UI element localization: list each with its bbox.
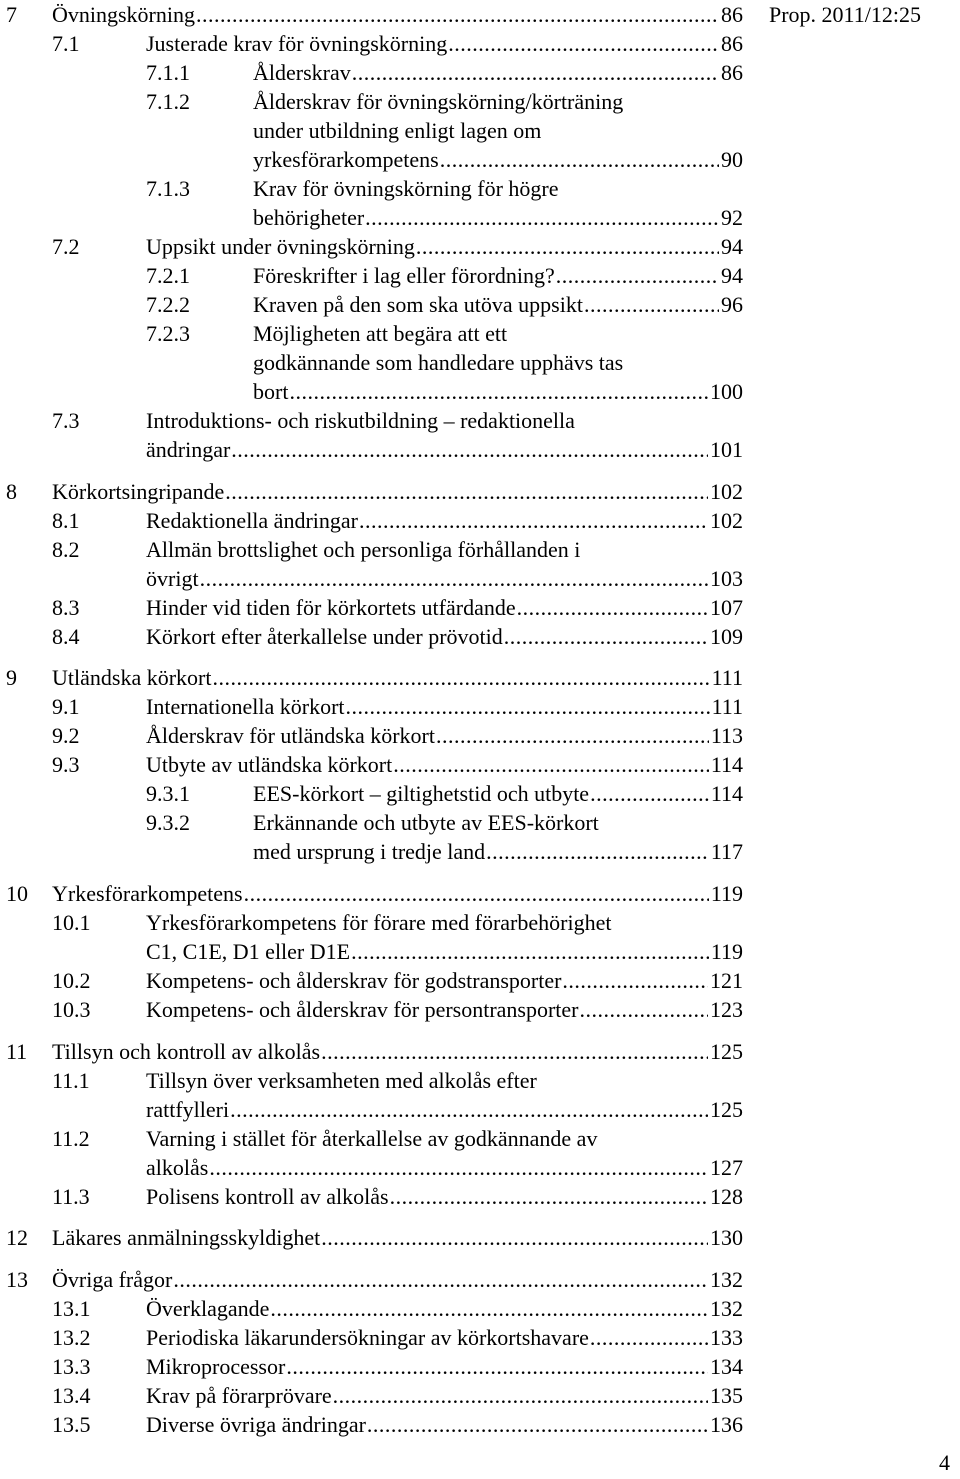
toc-section-number: 9.3.2 — [146, 810, 190, 835]
toc-entry-title: Polisens kontroll av alkolås — [146, 1184, 389, 1209]
toc-page-number: 130 — [710, 1225, 743, 1250]
toc-section-number: 12 — [6, 1225, 28, 1250]
toc-entry-continuation[interactable] — [0, 435, 760, 464]
toc-entry-title: Ålderskrav för utländska körkort — [146, 723, 435, 748]
toc-entry[interactable] — [0, 879, 760, 908]
toc-page-number: 134 — [710, 1354, 743, 1379]
toc-page-number: 125 — [710, 1039, 743, 1064]
toc-entry[interactable] — [0, 1124, 760, 1153]
toc-entry[interactable] — [0, 477, 760, 506]
dot-leader — [289, 377, 708, 406]
toc-section-number: 9.3 — [52, 752, 80, 777]
toc-section-number: 7.1 — [52, 31, 80, 56]
toc-entry-title: Justerade krav för övningskörning — [146, 31, 448, 56]
toc-entry-title: Varning i stället för återkallelse av godkännande av — [146, 1126, 598, 1151]
toc-entry-title: Krav på förarprövare — [146, 1383, 332, 1408]
dot-leader — [486, 837, 709, 866]
toc-entry-title: alkolås — [146, 1155, 209, 1180]
toc-entry[interactable] — [0, 261, 760, 290]
toc-page-number: 121 — [710, 968, 743, 993]
toc-page-number: 127 — [710, 1155, 743, 1180]
toc-section-number: 8.4 — [52, 624, 80, 649]
toc-entry-continuation[interactable] — [0, 377, 760, 406]
toc-entry-title: Redaktionella ändringar — [146, 508, 358, 533]
toc-entry-continuation[interactable] — [0, 116, 760, 145]
toc-page-number: 132 — [710, 1296, 743, 1321]
toc-page-number: 111 — [711, 694, 743, 719]
toc-page-number: 86 — [721, 2, 743, 27]
toc-page-number: 125 — [710, 1097, 743, 1122]
toc-section-number: 11.1 — [52, 1068, 90, 1093]
toc-entry-title: EES-körkort – giltighetstid och utbyte — [253, 781, 590, 806]
toc-entry-title: Möjligheten att begära att ett — [253, 321, 508, 346]
toc-section-number: 7.2.1 — [146, 263, 190, 288]
toc-entry-continuation[interactable] — [0, 937, 760, 966]
toc-section-number: 8.3 — [52, 595, 80, 620]
toc-entry-title: Tillsyn över verksamheten med alkolås efter — [146, 1068, 537, 1093]
toc-section-number: 13.1 — [52, 1296, 91, 1321]
toc-entry-title: rattfylleri — [146, 1097, 230, 1122]
toc-entry-title: Utbyte av utländska körkort — [146, 752, 393, 777]
toc-section-number: 7.1.1 — [146, 60, 190, 85]
toc-entry[interactable] — [0, 692, 760, 721]
toc-section-number: 9 — [6, 665, 17, 690]
toc-entry[interactable] — [0, 87, 760, 116]
toc-section-number: 7.1.2 — [146, 89, 190, 114]
toc-entry-title: Uppsikt under övningskörning — [146, 234, 415, 259]
toc-entry[interactable] — [0, 908, 760, 937]
toc-section-number: 7.3 — [52, 408, 80, 433]
toc-entry-title: övrigt — [146, 566, 199, 591]
dot-leader — [270, 1294, 708, 1323]
dot-leader — [173, 1265, 708, 1294]
toc-page-number: 102 — [710, 508, 743, 533]
dot-leader — [416, 232, 719, 261]
toc-page-number: 123 — [710, 997, 743, 1022]
toc-entry[interactable] — [0, 406, 760, 435]
toc-entry-title: Kraven på den som ska utöva uppsikt — [253, 292, 583, 317]
toc-section-number: 13.2 — [52, 1325, 91, 1350]
toc-entry-continuation[interactable] — [0, 203, 760, 232]
dot-leader — [562, 966, 708, 995]
toc-section-number: 10 — [6, 881, 28, 906]
toc-page-number: 114 — [710, 752, 743, 777]
toc-entry-title: Mikroprocessor — [146, 1354, 286, 1379]
toc-page-number: 113 — [710, 723, 743, 748]
toc-section-number: 7.2 — [52, 234, 80, 259]
toc-entry[interactable] — [0, 29, 760, 58]
toc-entry-title: yrkesförarkompetens — [253, 147, 439, 172]
dot-leader — [436, 721, 709, 750]
toc-entry-title: Hinder vid tiden för körkortets utfärdande — [146, 595, 516, 620]
toc-section-number: 9.2 — [52, 723, 80, 748]
toc-entry-title: behörigheter — [253, 205, 365, 230]
toc-page-number: 117 — [710, 839, 743, 864]
toc-entry[interactable] — [0, 174, 760, 203]
dot-leader — [584, 290, 719, 319]
toc-section-number: 13.3 — [52, 1354, 91, 1379]
toc-entry-title: Yrkesförarkompetens — [52, 881, 243, 906]
toc-entry-title: Yrkesförarkompetens för förare med förarbehörighet — [146, 910, 612, 935]
dot-leader — [209, 1153, 708, 1182]
toc-entry-continuation[interactable] — [0, 837, 760, 866]
document-header: Prop. 2011/12:25 — [769, 2, 921, 27]
toc-page-number: 119 — [710, 939, 743, 964]
toc-entry[interactable] — [0, 622, 760, 651]
toc-entry-continuation[interactable] — [0, 145, 760, 174]
toc-page-number: 111 — [711, 665, 743, 690]
toc-entry-title: Kompetens- och ålderskrav för godstransporter — [146, 968, 562, 993]
toc-page-number: 114 — [710, 781, 743, 806]
toc-entry-title: Introduktions- och riskutbildning – redaktionella — [146, 408, 575, 433]
toc-entry-title: ändringar — [146, 437, 231, 462]
toc-entry-title: Överklagande — [146, 1296, 270, 1321]
toc-entry-title: Körkort efter återkallelse under prövotid — [146, 624, 503, 649]
toc-entry[interactable] — [0, 506, 760, 535]
toc-section-number: 13.5 — [52, 1412, 91, 1437]
dot-leader — [590, 779, 709, 808]
dot-leader — [351, 937, 709, 966]
toc-page-number: 119 — [710, 881, 743, 906]
toc-page-number: 86 — [721, 31, 743, 56]
toc-entry[interactable] — [0, 808, 760, 837]
dot-leader — [367, 1410, 708, 1439]
toc-page-number: 86 — [721, 60, 743, 85]
toc-entry-title: Krav för övningskörning för högre — [253, 176, 559, 201]
toc-entry-title: Periodiska läkarundersökningar av körkortshavare — [146, 1325, 589, 1350]
toc-section-number: 9.3.1 — [146, 781, 190, 806]
toc-entry[interactable] — [0, 779, 760, 808]
toc-section-number: 7 — [6, 2, 17, 27]
toc-entry[interactable] — [0, 232, 760, 261]
toc-page-number: 135 — [710, 1383, 743, 1408]
toc-entry-title: Diverse övriga ändringar — [146, 1412, 366, 1437]
toc-entry[interactable] — [0, 1294, 760, 1323]
toc-entry-title: Internationella körkort — [146, 694, 345, 719]
toc-entry[interactable] — [0, 290, 760, 319]
dot-leader — [286, 1352, 708, 1381]
toc-entry[interactable] — [0, 1066, 760, 1095]
toc-entry[interactable] — [0, 319, 760, 348]
toc-entry-title: godkännande som handledare upphävs tas — [253, 350, 624, 375]
toc-entry-title: under utbildning enligt lagen om — [253, 118, 542, 143]
dot-leader — [352, 58, 719, 87]
toc-entry-title: Körkortsingripande — [52, 479, 225, 504]
toc-entry-title: med ursprung i tredje land — [253, 839, 486, 864]
toc-section-number: 10.1 — [52, 910, 91, 935]
toc-section-number: 13.4 — [52, 1383, 91, 1408]
toc-entry[interactable] — [0, 1182, 760, 1211]
dot-leader — [230, 1095, 708, 1124]
toc-entry-title: Erkännande och utbyte av EES-körkort — [253, 810, 599, 835]
toc-entry-title: bort — [253, 379, 289, 404]
page-number: 4 — [939, 1450, 950, 1475]
toc-page-number: 90 — [721, 147, 743, 172]
toc-entry[interactable] — [0, 663, 760, 692]
dot-leader — [212, 663, 709, 692]
dot-leader — [590, 1323, 708, 1352]
toc-entry-title: Allmän brottslighet och personliga förhållanden i — [146, 537, 581, 562]
toc-page-number: 100 — [710, 379, 743, 404]
toc-section-number: 10.3 — [52, 997, 91, 1022]
toc-page-number: 96 — [721, 292, 743, 317]
dot-leader — [359, 506, 708, 535]
dot-leader — [365, 203, 719, 232]
toc-page-number: 109 — [710, 624, 743, 649]
toc-entry-continuation[interactable] — [0, 1153, 760, 1182]
toc-entry-title: Utländska körkort — [52, 665, 212, 690]
toc-entry[interactable] — [0, 0, 760, 29]
dot-leader — [440, 145, 719, 174]
toc-page-number: 94 — [721, 234, 743, 259]
toc-entry-title: Kompetens- och ålderskrav för persontransporter — [146, 997, 579, 1022]
dot-leader — [390, 1182, 708, 1211]
toc-page-number: 92 — [721, 205, 743, 230]
toc-entry[interactable] — [0, 1381, 760, 1410]
toc-section-number: 8 — [6, 479, 17, 504]
toc-section-number: 7.2.2 — [146, 292, 190, 317]
toc-entry[interactable] — [0, 1410, 760, 1439]
dot-leader — [200, 564, 708, 593]
toc-entry-title: Läkares anmälningsskyldighet — [52, 1225, 321, 1250]
dot-leader — [225, 477, 708, 506]
toc-entry[interactable] — [0, 1223, 760, 1252]
dot-leader — [321, 1223, 708, 1252]
toc-section-number: 8.2 — [52, 537, 80, 562]
toc-entry-title: Ålderskrav för övningskörning/körträning — [253, 89, 624, 114]
toc-entry-title: Tillsyn och kontroll av alkolås — [52, 1039, 321, 1064]
toc-section-number: 13 — [6, 1267, 28, 1292]
toc-section-number: 10.2 — [52, 968, 91, 993]
toc-entry[interactable] — [0, 1352, 760, 1381]
toc-page-number: 133 — [710, 1325, 743, 1350]
toc-entry-title: C1, C1E, D1 eller D1E — [146, 939, 351, 964]
toc-entry-title: Övriga frågor — [52, 1267, 173, 1292]
toc-entry-title: Ålderskrav — [253, 60, 351, 85]
toc-section-number: 11.2 — [52, 1126, 90, 1151]
toc-page-number: 107 — [710, 595, 743, 620]
dot-leader — [244, 879, 709, 908]
toc-section-number: 7.1.3 — [146, 176, 190, 201]
toc-entry-continuation[interactable] — [0, 564, 760, 593]
dot-leader — [333, 1381, 708, 1410]
toc-entry-continuation[interactable] — [0, 348, 760, 377]
toc-section-number: 11 — [6, 1039, 28, 1064]
toc-page-number: 94 — [721, 263, 743, 288]
dot-leader — [517, 593, 708, 622]
toc-section-number: 11.3 — [52, 1184, 90, 1209]
toc-entry[interactable] — [0, 1323, 760, 1352]
toc-entry[interactable] — [0, 593, 760, 622]
dot-leader — [196, 0, 719, 29]
toc-section-number: 9.1 — [52, 694, 80, 719]
dot-leader — [580, 995, 708, 1024]
toc-page-number: 103 — [710, 566, 743, 591]
toc-entry[interactable] — [0, 1037, 760, 1066]
toc-entry[interactable] — [0, 966, 760, 995]
toc-entry[interactable] — [0, 750, 760, 779]
toc-section-number: 8.1 — [52, 508, 80, 533]
toc-entry[interactable] — [0, 535, 760, 564]
toc-entry-title: Föreskrifter i lag eller förordning? — [253, 263, 555, 288]
toc-page-number: 136 — [710, 1412, 743, 1437]
toc-entry-title: Övningskörning — [52, 2, 195, 27]
dot-leader — [556, 261, 719, 290]
dot-leader — [393, 750, 709, 779]
dot-leader — [448, 29, 719, 58]
toc-page-number: 132 — [710, 1267, 743, 1292]
dot-leader — [346, 692, 710, 721]
toc-page-number: 128 — [710, 1184, 743, 1209]
toc-page-number: 101 — [710, 437, 743, 462]
toc-page-number: 102 — [710, 479, 743, 504]
dot-leader — [504, 622, 708, 651]
toc-section-number: 7.2.3 — [146, 321, 190, 346]
toc-entry-continuation[interactable] — [0, 1095, 760, 1124]
dot-leader — [321, 1037, 708, 1066]
toc-entry[interactable] — [0, 58, 760, 87]
toc-entry[interactable] — [0, 721, 760, 750]
toc-entry[interactable] — [0, 995, 760, 1024]
toc-entry[interactable] — [0, 1265, 760, 1294]
dot-leader — [231, 435, 708, 464]
